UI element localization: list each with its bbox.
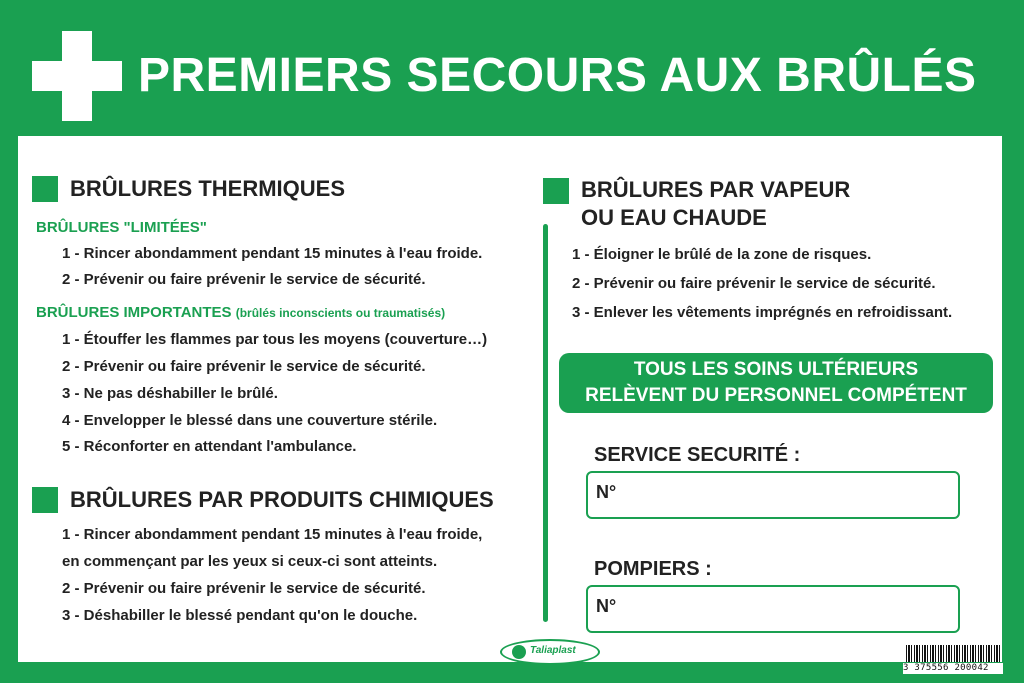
security-number-field	[586, 471, 960, 519]
firefighters-number-prefix: N°	[596, 596, 617, 616]
section-marker-icon	[543, 178, 569, 204]
major-burns-note: (brûlés inconscients ou traumatisés)	[235, 306, 446, 320]
list-item: 1 - Étouffer les flammes par tous les moyens (couverture…)	[62, 331, 488, 348]
barcode	[906, 645, 1000, 662]
list-item: 1 - Éloigner le brûlé de la zone de risques.	[572, 246, 872, 263]
brand-logo-icon	[512, 645, 526, 659]
brand-logo-text: Taliaplast	[530, 645, 576, 656]
section-marker-icon	[32, 487, 58, 513]
section-marker-icon	[32, 176, 58, 202]
limited-burns-label: BRÛLURES "LIMITÉES"	[36, 219, 207, 236]
list-item: 3 - Ne pas déshabiller le brûlé.	[62, 385, 278, 402]
list-item: 2 - Prévenir ou faire prévenir le service de sécurité.	[62, 580, 426, 597]
sign-title: PREMIERS SECOURS AUX BRÛLÉS	[138, 49, 977, 102]
column-divider	[543, 224, 548, 622]
security-number-prefix: N°	[596, 482, 617, 502]
chemical-heading: BRÛLURES PAR PRODUITS CHIMIQUES	[70, 487, 494, 512]
list-item: en commençant par les yeux si ceux-ci sont atteints.	[62, 553, 438, 570]
banner-line1: TOUS LES SOINS ULTÉRIEURS	[633, 359, 919, 380]
list-item: 4 - Envelopper le blessé dans une couverture stérile.	[62, 412, 438, 429]
firefighters-label: POMPIERS :	[594, 558, 712, 580]
major-burns-title: BRÛLURES IMPORTANTES	[36, 304, 232, 321]
major-burns-label	[36, 303, 445, 323]
list-item: 1 - Rincer abondamment pendant 15 minutes à l'eau froide,	[62, 526, 483, 543]
list-item: 2 - Prévenir ou faire prévenir le service de sécurité.	[62, 271, 426, 288]
steam-heading-line1: BRÛLURES PAR VAPEUR	[581, 177, 851, 202]
banner-line2: RELÈVENT DU PERSONNEL COMPÉTENT	[585, 385, 967, 406]
security-service-label: SERVICE SECURITÉ :	[594, 444, 801, 466]
steam-heading-line2: OU EAU CHAUDE	[581, 205, 767, 230]
list-item: 1 - Rincer abondamment pendant 15 minutes à l'eau froide.	[62, 245, 483, 262]
list-item: 3 - Déshabiller le blessé pendant qu'on le douche.	[62, 607, 418, 624]
care-notice-banner	[559, 353, 993, 413]
first-aid-cross-icon	[32, 31, 122, 121]
list-item: 2 - Prévenir ou faire prévenir le service de sécurité.	[62, 358, 426, 375]
sign-header	[0, 0, 1024, 136]
list-item: 2 - Prévenir ou faire prévenir le service de sécurité.	[572, 275, 936, 292]
list-item: 5 - Réconforter en attendant l'ambulance.	[62, 438, 357, 455]
barcode-number: 3 375556 200042	[903, 663, 1003, 674]
firefighters-number-field	[586, 585, 960, 633]
content-panel	[18, 136, 1002, 673]
list-item: 3 - Enlever les vêtements imprégnés en refroidissant.	[572, 304, 953, 321]
brand-logo	[500, 639, 600, 665]
thermal-heading: BRÛLURES THERMIQUES	[70, 176, 346, 201]
